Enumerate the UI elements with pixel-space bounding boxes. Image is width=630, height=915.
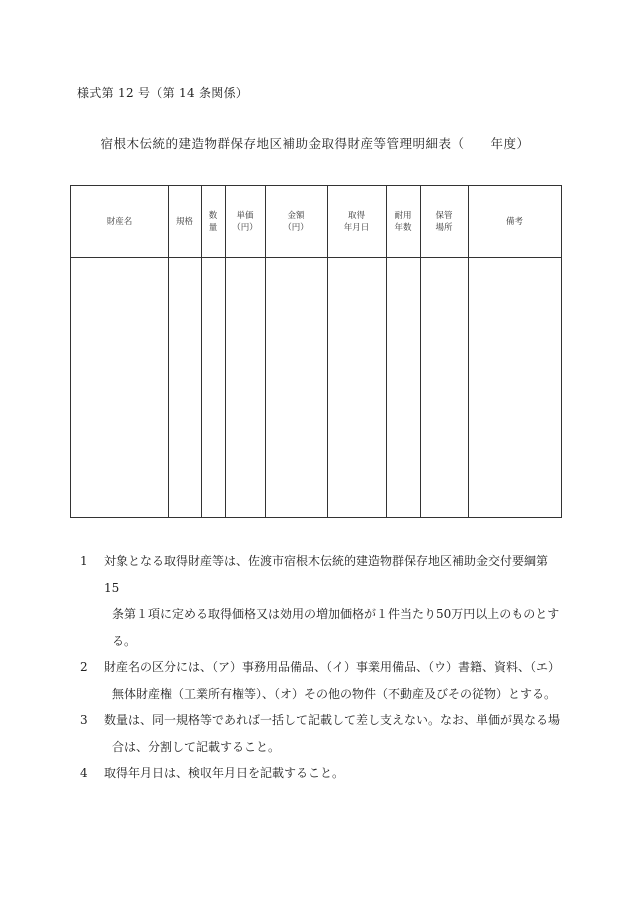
column-header-remarks: 備考 (505, 216, 523, 227)
page-title: 宿根木伝統的建造物群保存地区補助金取得財産等管理明細表（ 年度） (100, 136, 530, 151)
form-number: 様式第 12 号（第 14 条関係） (77, 86, 249, 100)
note-text: 数量は、同一規格等であれば一括して記載して差し支えない。なお、単価が異なる場 (104, 713, 561, 727)
note-text-continued: 無体財産権（工業所有権等）、（オ）その他の物件（不動産及びその従物）とする。 (112, 686, 557, 701)
note-number: 1 (80, 554, 88, 568)
column-header-unit-price: 単価 （円） (232, 210, 258, 233)
column-header-acquisition-date: 取得 年月日 (343, 210, 370, 233)
note-item (80, 760, 560, 787)
note-number: 4 (80, 766, 88, 780)
header-divider (71, 257, 561, 258)
note-item (80, 548, 560, 654)
column-header-amount: 金額 （円） (283, 210, 309, 233)
column-header-useful-life: 耐用 年数 (394, 210, 412, 233)
column-header-quantity: 数 量 (208, 210, 218, 233)
note-text: 取得年月日は、検収年月日を記載すること。 (104, 766, 345, 780)
note-number: 2 (80, 660, 88, 674)
asset-table (70, 185, 562, 518)
note-number: 3 (80, 713, 88, 727)
note-item (80, 707, 560, 760)
note-text: 財産名の区分には、（ア）事務用品備品、（イ）事業用備品、（ウ）書籍、資料、（エ） (104, 660, 561, 674)
notes-list (80, 548, 560, 787)
column-header-storage-location: 保管 場所 (435, 210, 453, 233)
note-text: 対象となる取得財産等は、佐渡市宿根木伝統的建造物群保存地区補助金交付要綱第15 (104, 554, 549, 595)
note-text-continued: 条第１項に定める取得価格又は効用の増加価格が１件当たり50万円以上のものとする。 (112, 607, 560, 648)
column-header-spec: 規格 (175, 216, 193, 227)
column-header-asset-name: 財産名 (106, 216, 133, 227)
note-item (80, 654, 560, 707)
note-text-continued: 合は、分割して記載すること。 (112, 739, 281, 754)
